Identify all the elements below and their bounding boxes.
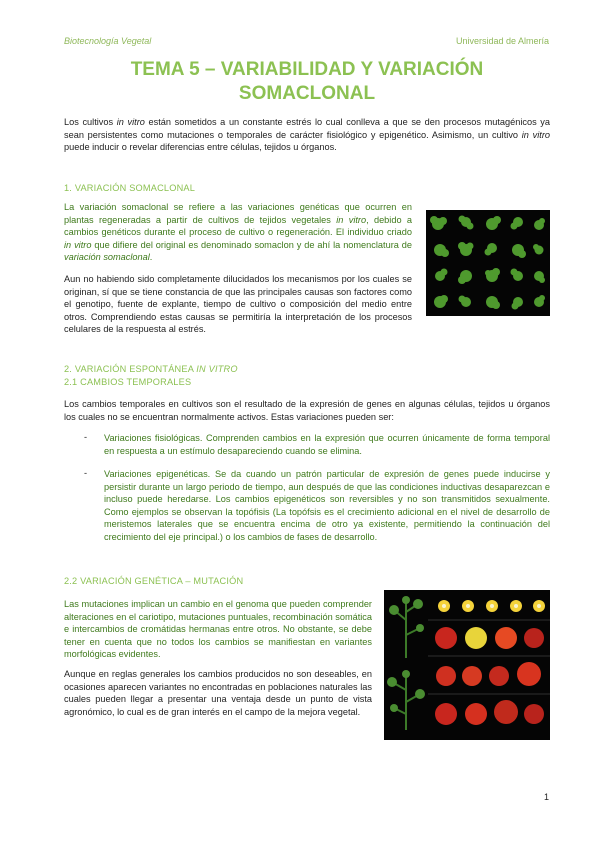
bullet-marker: - [84,432,88,442]
section-1-heading: 1. VARIACIÓN SOMACLONAL [64,183,196,193]
section-2-2-paragraph-1: Las mutaciones implican un cambio en el genoma que pueden comprender alteraciones en el cariotipo, mutaciones puntuales, recombinación somática e intercambios de cromátidas hermanas entre otros. No obstante, se debe tener en cuenta que no todos los cambios se manifiestan en variantes morfológicas evidentes. [64,599,372,659]
title-line-2: SOMACLONAL [238,83,376,104]
page-number: 1 [543,792,549,802]
intro-italic: in vitro [116,117,145,127]
header-course: Biotecnología Vegetal [64,36,152,46]
intro-text: están sometidos a un constante estrés lo cual conlleva a que se den procesos mutagénicos ya sean persistentes como mutaciones o temporales de carácter fisiológico y epigenético. Asimismo, un cultivo [64,117,551,140]
s1p1-italic: in vitro [336,214,367,225]
section-1-paragraph-1 [64,201,412,264]
intro-paragraph [64,116,550,154]
section-1-paragraph-2: Aun no habiendo sido completamente dilucidados los mecanismos por los cuales se originan, sí que se tiene constancia de que las principales causas son factores como el genotipo, fuente de explante, tiempo de cultivo o composición del medio entre otros. Comprendiendo estas causas se permitiría la interpretación de los procesos celulares de la respuesta al estrés. [64,274,412,334]
title-line-1: TEMA 5 – VARIABILIDAD Y VARIACIÓN [130,59,484,80]
page-title [64,58,550,106]
s1p1-text: , debido a cambios genéticos durante el proceso de cultivo o regeneración. El individuo criado [64,214,412,237]
s1p1-text: La variación somaclonal se refiere a las variaciones genéticas que ocurren en plantas regeneradas a partir de cultivos de tejidos vegetales [64,202,412,225]
s1p1-text: . [149,252,153,262]
s1p1-italic: variación somaclonal [64,252,150,262]
bullet-marker: - [84,468,88,478]
header-university: Universidad de Almería [455,36,549,46]
intro-text: Los cultivos [64,117,117,127]
plants-photo [426,210,550,316]
bullet-physiological: Variaciones fisiológicas. Comprenden cambios en la expresión que ocurren únicamente de forma temporal en respuesta a un estímulo desapareciendo cuando se elimina. [104,433,550,456]
section-2-heading-text: 2. VARIACIÓN ESPONTÁNEA [64,364,197,374]
intro-italic: in vitro [521,129,551,140]
section-2-2-paragraph-2: Aunque en reglas generales los cambios producidos no son deseables, en ocasiones aparecen variantes no encontradas en poblaciones naturales las cuales pueden llegar a presentar una ventaja desde un punto de vista agronómico, lo cual es de gran interés en el campo de la mejora vegetal. [64,669,372,717]
s1p1-text: que difiere del original es denominado somaclon y de ahí la nomenclatura de [91,239,413,250]
section-2-1-heading: 2.1 CAMBIOS TEMPORALES [64,377,192,387]
tomato-mutants-photo [384,590,550,740]
section-2-1-paragraph: Los cambios temporales en cultivos son el resultado de la expresión de genes en algunas células, tejidos u órganos los cuales no se encuentran normalmente activos. Estas variaciones pueden ser: [64,399,550,422]
section-2-heading-italic: IN VITRO [196,364,238,374]
intro-text: puede inducir o revelar diferencias entre células, tejidos u órganos. [64,142,337,152]
s1p1-italic: in vitro [64,239,92,250]
section-2-heading [64,364,238,374]
section-2-2-heading: 2.2 VARIACIÓN GENÉTICA – MUTACIÓN [64,576,244,586]
bullet-epigenetic: Variaciones epigenéticas. Se da cuando un patrón particular de expresión de genes puede inducirse y persistir durante un largo periodo de tiempo, aun después de que las condiciones inductivas desaparezcan e incluso puede heredarse. Los cambios epigenéticos son reversibles y no son transmitidos sexualmente. Como ejemplos se observan la topófisis (La topófsis es el crecimiento adicional en el nivel de desarrollo de meristemos laterales que se encuentra encima de otro ya existente, permitiendo la continuación del crecimiento del eje principal.) o los cambios de fases de desarrollo. [104,469,550,542]
